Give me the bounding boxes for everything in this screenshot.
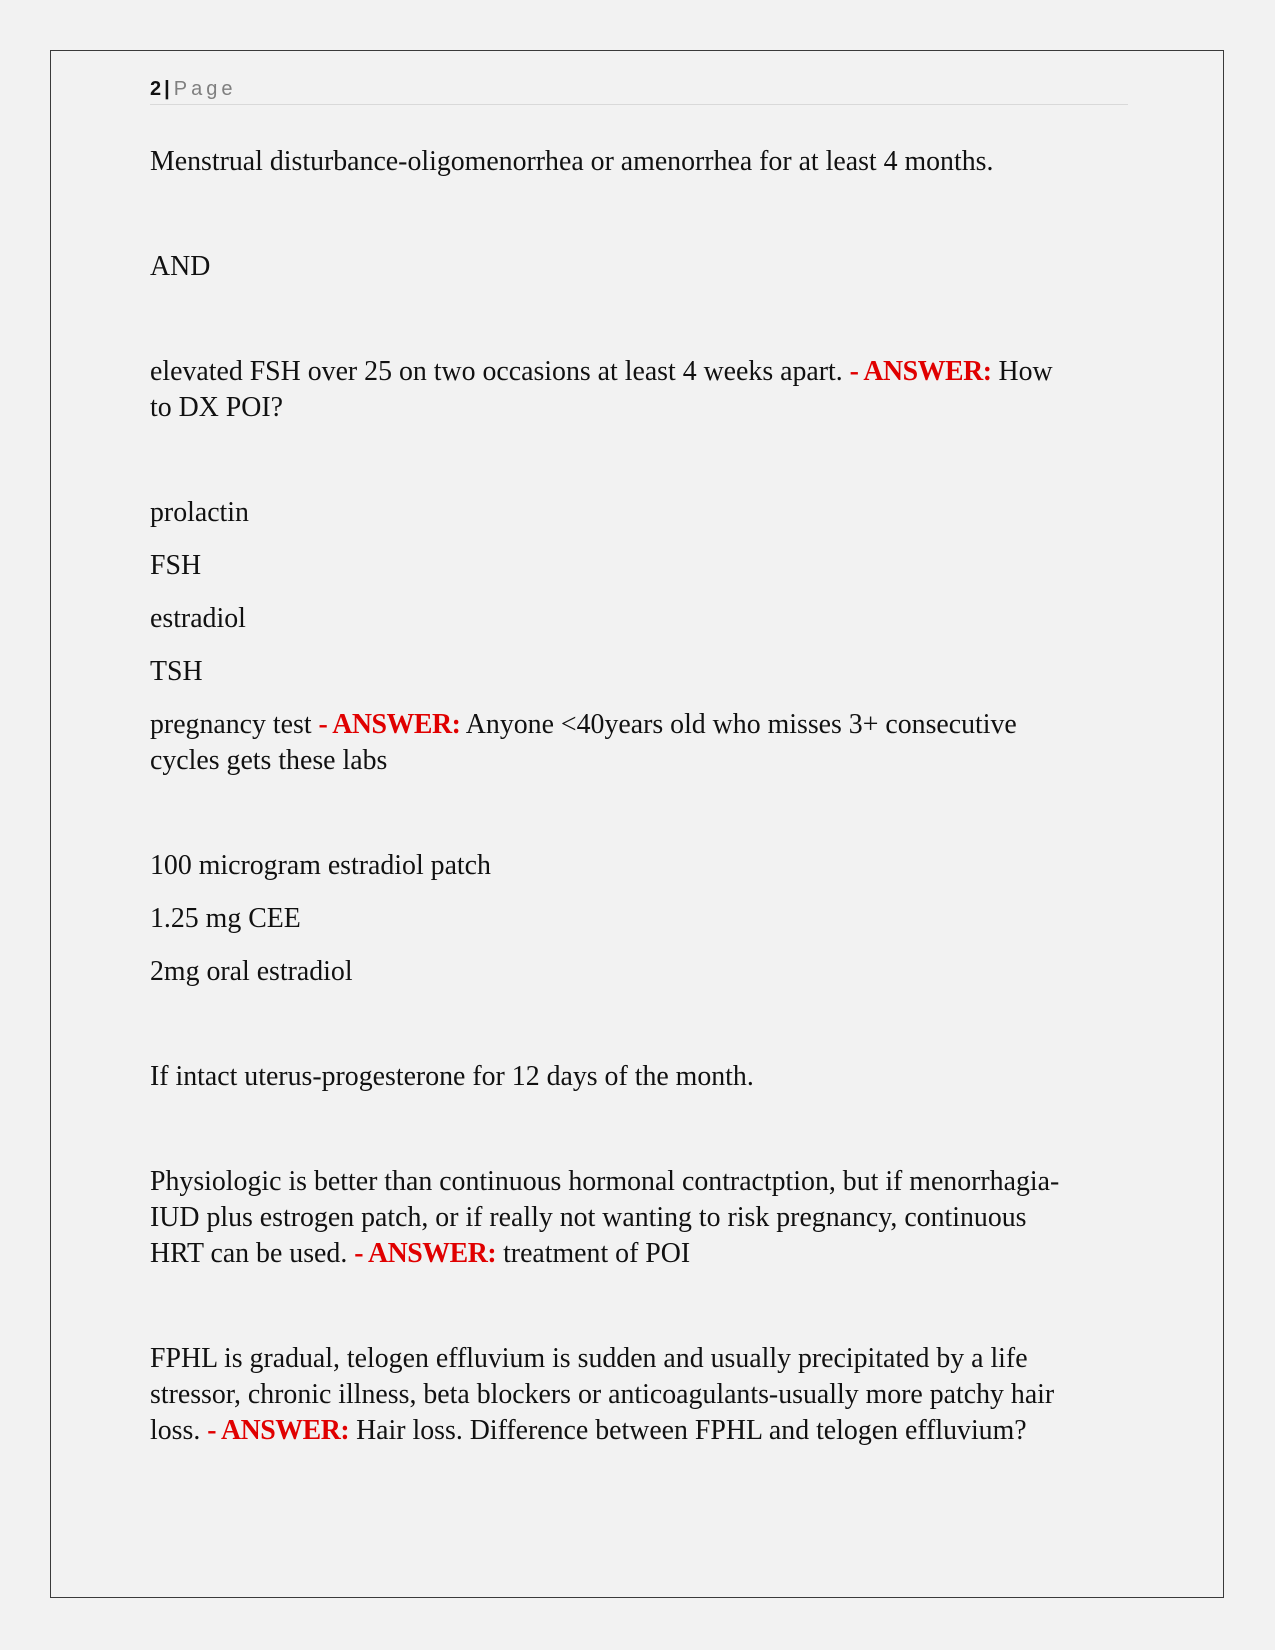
answer-text: Anyone <40years old who misses 3+ consecutive cycles gets these labs [150, 708, 1017, 776]
page-header [150, 76, 1128, 105]
document-body [150, 143, 1072, 1448]
question-text: Physiologic is better than continuous hormonal contractption, but if menorrhagia-IUD plus estrogen patch, or if really not wanting to risk pregnancy, continuous HRT can be used. [150, 1165, 1060, 1269]
lab-item-tsh: TSH [150, 655, 203, 687]
dose-item-patch: 100 microgram estradiol patch [150, 849, 491, 881]
dose-item-oral: 2mg oral estradiol [150, 955, 353, 987]
question-text: pregnancy test [150, 708, 312, 740]
lab-item-prolactin: prolactin [150, 496, 249, 528]
paragraph-and: AND [150, 250, 211, 282]
answer-text: Hair loss. Difference between FPHL and telogen effluvium? [356, 1414, 1027, 1446]
paragraph-fphl [150, 1340, 1072, 1448]
paragraph-menstrual-disturbance: Menstrual disturbance-oligomenorrhea or amenorrhea for at least 4 months. [150, 145, 994, 177]
header-separator: | [164, 78, 170, 100]
paragraph-elevated-fsh [150, 353, 1072, 425]
answer-label: - ANSWER: [207, 1414, 350, 1446]
paragraph-physiologic [150, 1163, 1072, 1271]
answer-label: - ANSWER: [354, 1237, 497, 1269]
lab-item-estradiol: estradiol [150, 602, 246, 634]
question-text: FPHL is gradual, telogen effluvium is sudden and usually precipitated by a life stressor, chronic illness, beta blockers or anticoagulants-usually more patchy hair loss. [150, 1342, 1055, 1446]
answer-text: treatment of POI [503, 1237, 691, 1269]
paragraph-intact-uterus: If intact uterus-progesterone for 12 days of the month. [150, 1060, 754, 1092]
dose-item-cee: 1.25 mg CEE [150, 902, 301, 934]
paragraph-pregnancy-test [150, 706, 1072, 778]
answer-label: - ANSWER: [318, 708, 461, 740]
lab-item-fsh: FSH [150, 549, 202, 581]
page-label: Page [173, 78, 237, 100]
answer-label: - ANSWER: [849, 355, 992, 387]
answer-text: How to DX POI? [150, 355, 1053, 423]
page-number: 2 [150, 78, 162, 100]
question-text: elevated FSH over 25 on two occasions at least 4 weeks apart. [150, 355, 843, 387]
